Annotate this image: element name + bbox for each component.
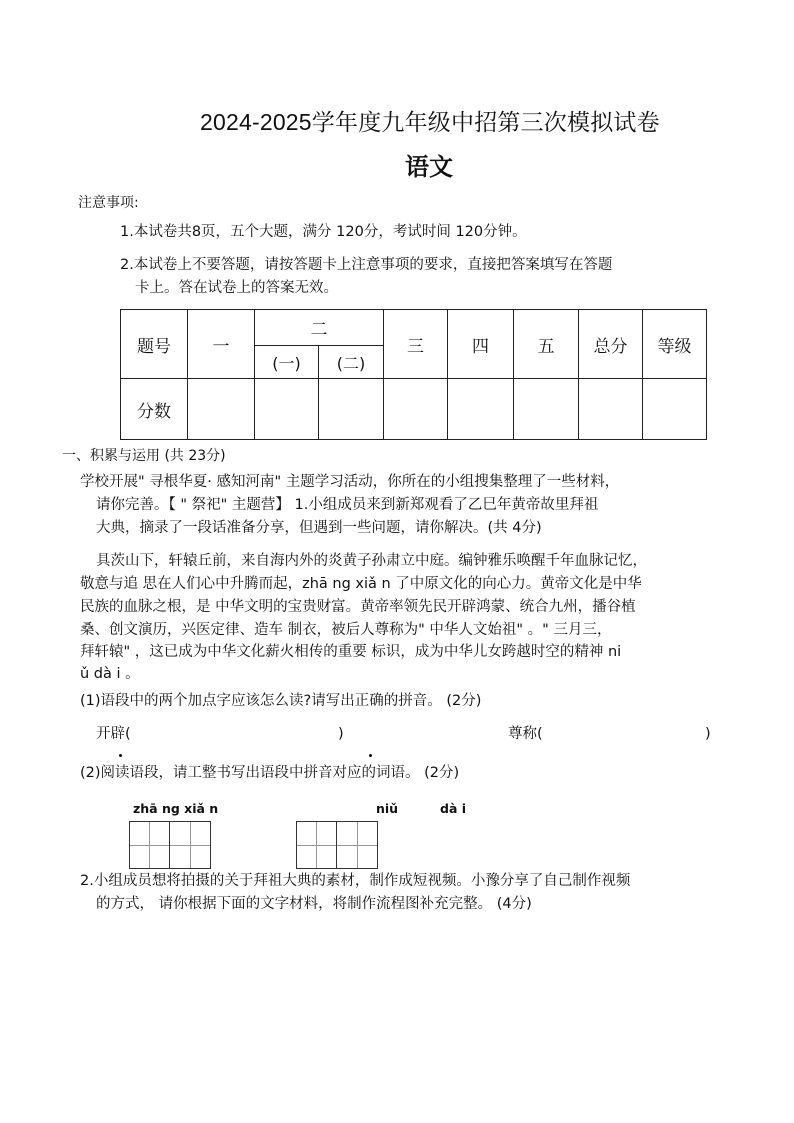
writing-cell[interactable] [170, 822, 210, 868]
score-cell-2a[interactable] [255, 379, 319, 440]
section-1-heading: 一、积累与运用 (共 23分) [62, 448, 226, 464]
passage-line-2: 敬意与追 思在人们心中升腾而起，zhā ng xiǎ n 了中原文化的向心力。黄帝文化是中华 [80, 576, 642, 592]
passage-line-4: 桑、创文演历，兴医定律、造车 制衣，被后人尊称为" 中华人文始祖" 。" 三月三， [80, 622, 612, 638]
score-table-col-4: 四 [448, 310, 514, 379]
score-table-col-3: 三 [384, 310, 448, 379]
score-table-col-2: 二 [255, 310, 384, 346]
emphasis-dot-2 [369, 754, 372, 757]
score-table-col-grade: 等级 [643, 310, 707, 379]
question-1-word-1: 开辟( [96, 726, 131, 742]
question-1-word-1-close: ) [338, 726, 344, 742]
passage-line-6: ǔ dà i 。 [80, 666, 140, 682]
question-3-line-2: 的方式， 请你根据下面的文字材料，将制作流程图补充完整。 (4分) [96, 896, 532, 912]
score-cell-grade[interactable] [643, 379, 707, 440]
score-table-col-1: 一 [188, 310, 255, 379]
pinyin-label-1: zhā ng xiǎ n [133, 801, 219, 816]
section-1-intro-line-3: 大典，摘录了一段话准备分享，但遇到一些问题，请你解决。(共 4分) [96, 520, 542, 536]
pinyin-label-2a: niǔ [376, 801, 399, 816]
score-table-col-2-sub-1: (一) [255, 346, 319, 379]
score-table-col-total: 总分 [579, 310, 643, 379]
score-cell-3[interactable] [384, 379, 448, 440]
passage-line-1: 具茨山下，轩辕丘前，来自海内外的炎黄子孙肃立中庭。编钟雅乐唤醒千年血脉记忆， [96, 553, 647, 569]
score-cell-4[interactable] [448, 379, 514, 440]
score-table-col-2-sub-2: (二) [319, 346, 384, 379]
notice-item-1: 1.本试卷共8页，五个大题，满分 120分，考试时间 120分钟。 [120, 224, 527, 240]
notice-item-2-cont: 卡上。答在试卷上的答案无效。 [135, 280, 338, 296]
section-1-intro-line-1: 学校开展" 寻根华夏· 感知河南" 主题学习活动，你所在的小组搜集整理了一些材料， [80, 474, 620, 490]
score-cell-2b[interactable] [319, 379, 384, 440]
score-table-header-label: 题号 [121, 310, 188, 379]
passage-line-3: 民族的血脉之根，是 中华文明的宝贵财富。黄帝率领先民开辟鸿蒙、统合九州，播谷植 [80, 599, 636, 615]
section-1-intro-line-2: 请你完善。【 " 祭祀" 主题营】 1.小组成员来到新郑观看了乙巳年黄帝故里拜祖 [96, 497, 599, 513]
writing-cell[interactable] [297, 822, 337, 868]
subject-title: 语文 [405, 153, 453, 181]
notice-heading: 注意事项: [78, 195, 139, 211]
emphasis-dot-1 [119, 754, 122, 757]
score-cell-total[interactable] [579, 379, 643, 440]
writing-cell[interactable] [337, 822, 377, 868]
score-table [120, 309, 707, 440]
question-1-word-2: 尊称( [508, 726, 543, 742]
writing-grid-1[interactable] [129, 821, 211, 869]
question-1-word-2-close: ) [705, 726, 711, 742]
score-cell-5[interactable] [514, 379, 579, 440]
question-2-prompt: (2)阅读语段，请工整书写出语段中拼音对应的词语。 (2分) [80, 765, 460, 781]
writing-grid-2[interactable] [296, 821, 378, 869]
question-3-line-1: 2.小组成员想将拍摄的关于拜祖大典的素材，制作成短视频。小豫分享了自己制作视频 [80, 873, 631, 889]
pinyin-label-2b: dà i [440, 801, 467, 816]
question-1-prompt: (1)语段中的两个加点字应该怎么读?请写出正确的拼音。 (2分) [80, 693, 482, 709]
score-table-score-label: 分数 [121, 379, 188, 440]
passage-line-5: 拜轩辕" ，这已成为中华文化薪火相传的重要 标识，成为中华儿女跨越时空的精神 ni [80, 644, 622, 660]
score-cell-1[interactable] [188, 379, 255, 440]
notice-item-2: 2.本试卷上不要答题，请按答题卡上注意事项的要求，直接把答案填写在答题 [120, 257, 613, 273]
writing-cell[interactable] [130, 822, 170, 868]
exam-title: 2024-2025学年度九年级中招第三次模拟试卷 [200, 109, 660, 135]
score-table-col-5: 五 [514, 310, 579, 379]
